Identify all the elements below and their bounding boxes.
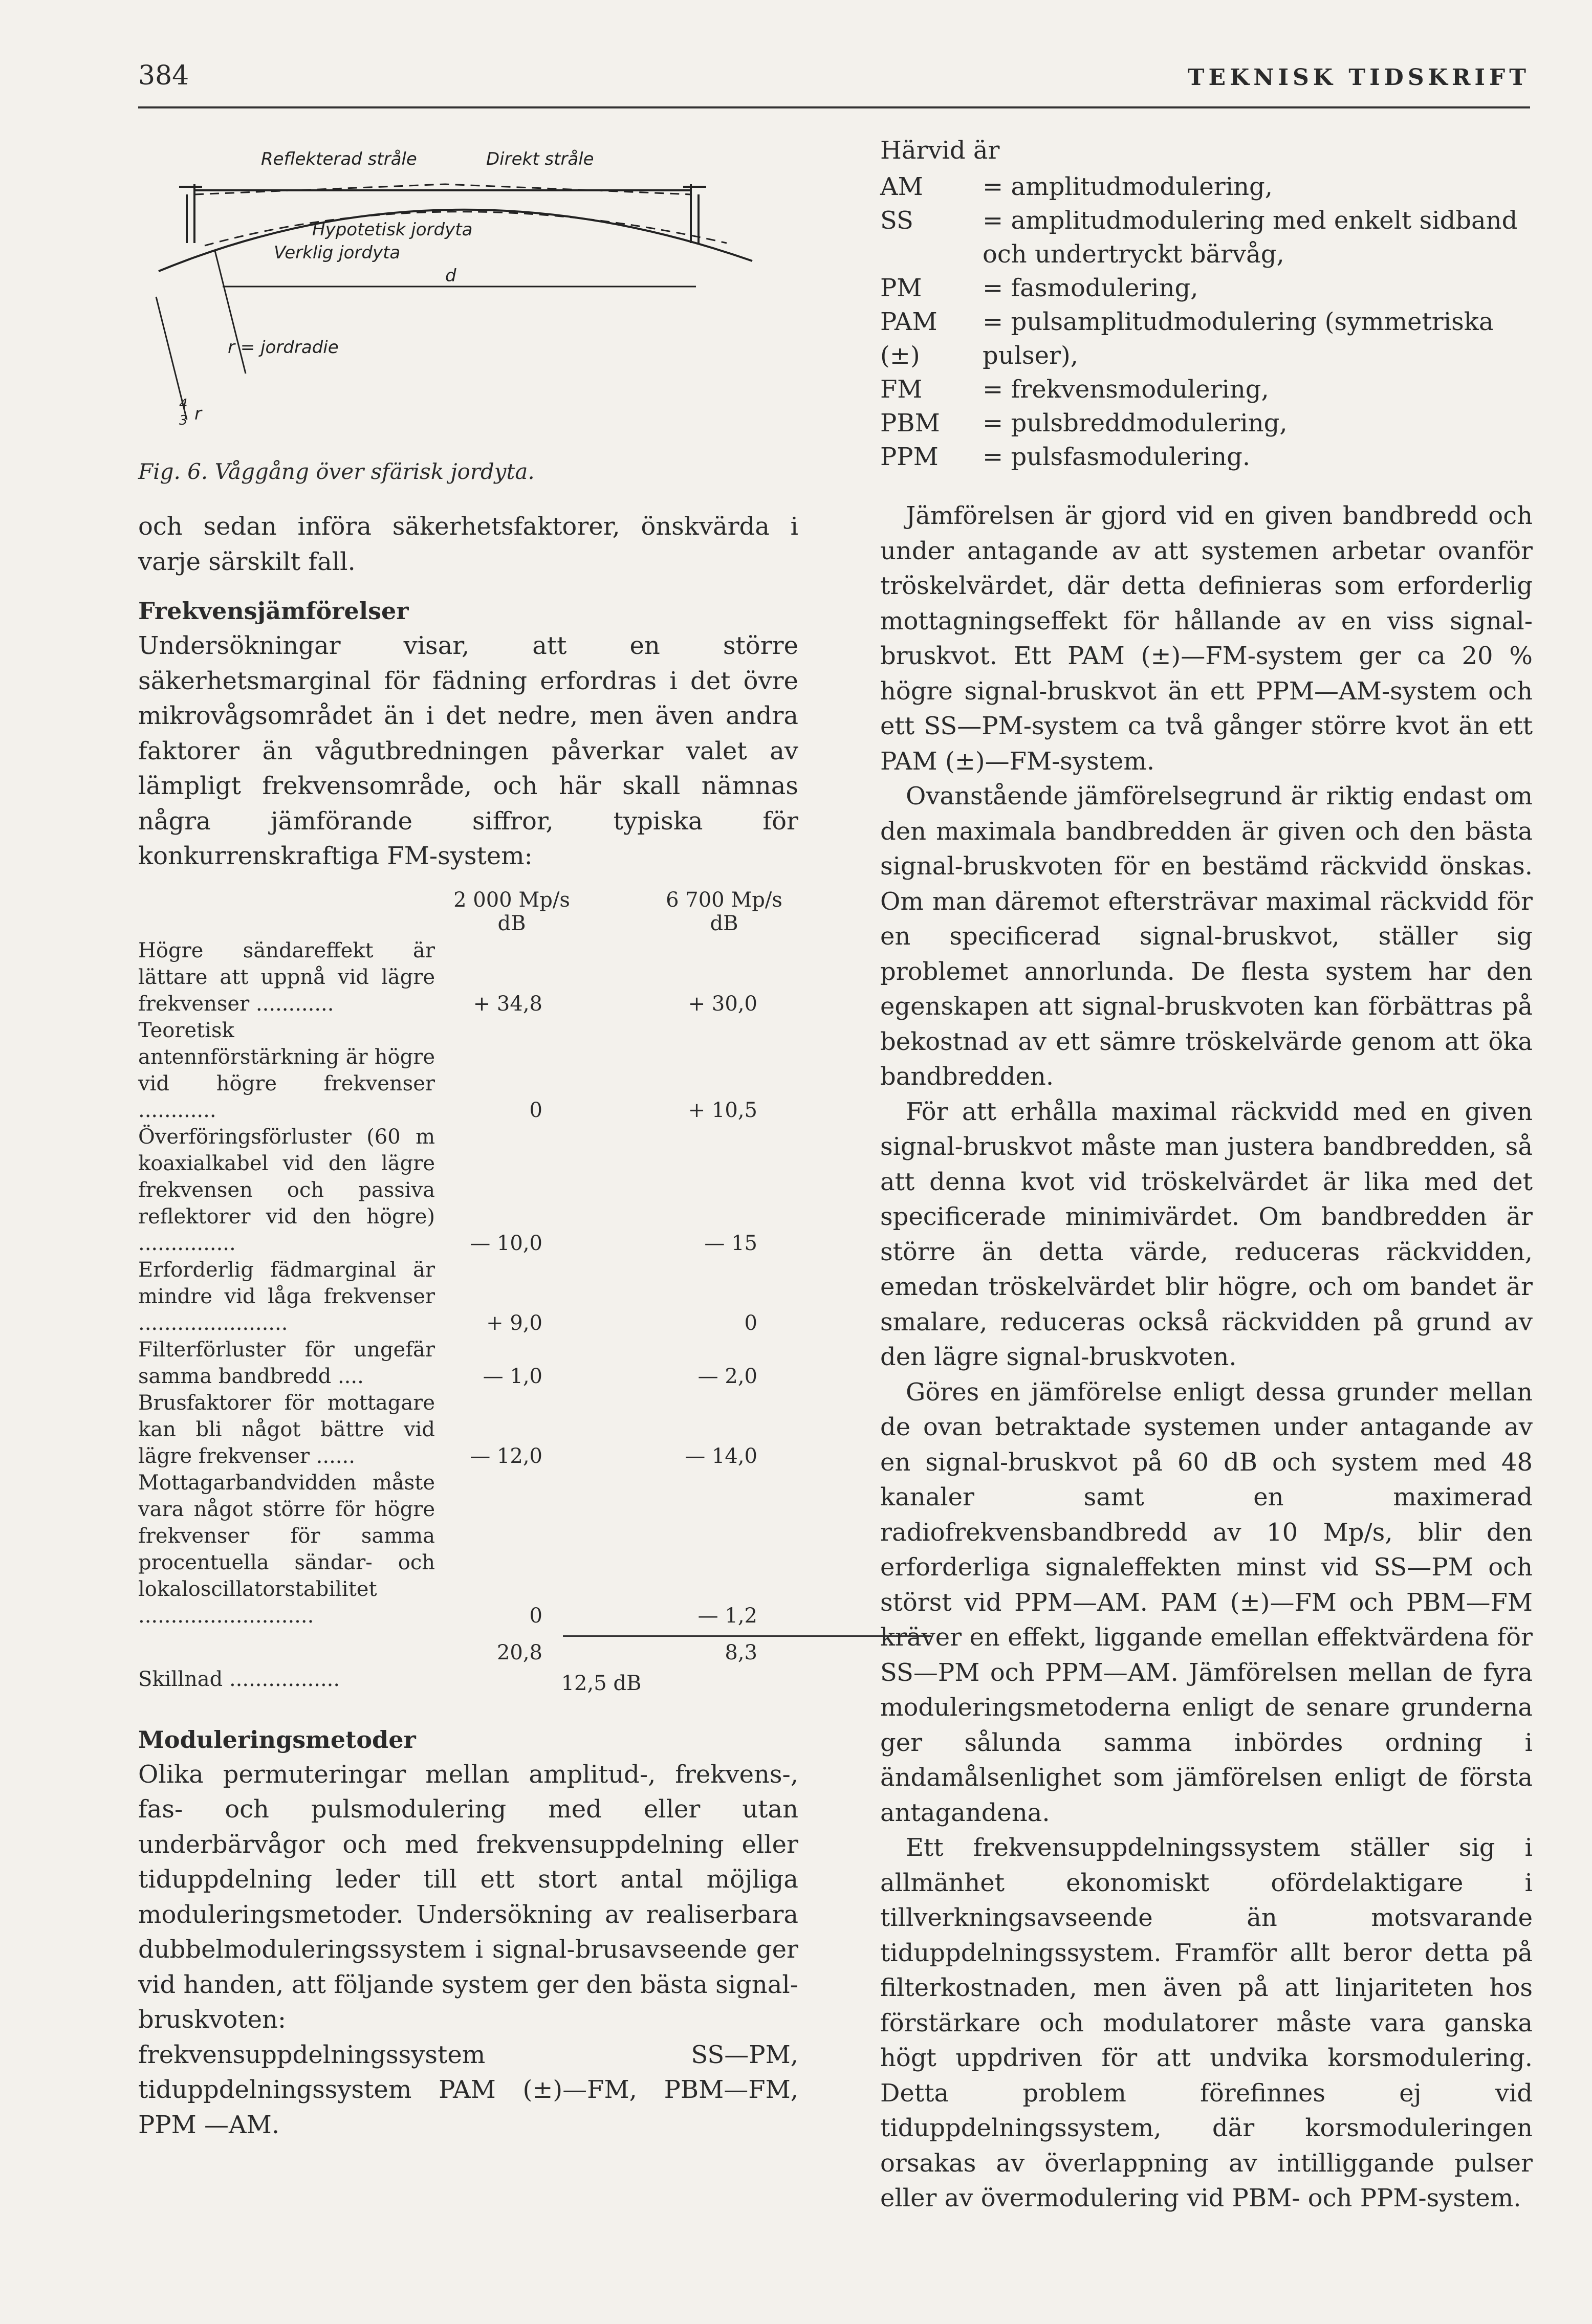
heading-moduleringsmetoder: Moduleringsmetoder	[138, 1725, 416, 1753]
table-row: Teoretisk antennförstärkning är högre vid högre frekvenser ............ 0 + 10,5	[138, 1018, 757, 1122]
intro-paragraph: och sedan införa säkerhetsfaktorer, önskvärda i varje särskilt fall.	[138, 512, 798, 576]
left-column	[138, 133, 798, 2142]
label-distance: d	[445, 266, 456, 286]
table-row: Högre sändareffekt är lättare att uppnå vid lägre frekvenser ............ + 34,8 + 30,0	[138, 938, 757, 1016]
def-text: = amplitudmodulering med enkelt sidband och undertryckt bärvåg,	[983, 206, 1518, 269]
paragraph-system-list: frekvensuppdelningssystem SS—PM, tiduppdelningssystem PAM (±)—FM, PBM—FM, PPM —AM.	[138, 2040, 798, 2139]
right-column	[880, 133, 1533, 2216]
definitions-list	[880, 170, 1533, 474]
def-abbr: PPM	[880, 443, 939, 471]
scale-r: r	[194, 404, 202, 424]
def-text: = fasmodulering,	[983, 274, 1198, 302]
label-hypothetical: Hypotetisk jordyta	[312, 220, 473, 240]
wave-propagation-diagram	[138, 133, 798, 450]
definitions-intro: Härvid är	[880, 136, 1000, 165]
def-abbr: AM	[880, 172, 923, 201]
table-row: Filterförluster för ungefär samma bandbredd .... — 1,0 — 2,0	[138, 1338, 757, 1388]
page-number: 384	[138, 60, 189, 91]
table-row: Brusfaktorer för mottagare kan bli något bättre vid lägre frekvenser ...... — 12,0 — 14,0	[138, 1391, 757, 1468]
table-row: Överföringsförluster (60 m koaxialkabel vid den lägre frekvensen och passiva reflektorer vid den högre) ............... — 10,0 — 15	[138, 1125, 757, 1255]
paragraph-modulering: Olika permuteringar mellan amplitud-, frekvens-, fas- och pulsmodulering med eller utan underbärvågor och med frekvensuppdelning eller tiduppdelning leder till ett stort antal möjliga moduleringsmetoder. Undersökning av realiserbara dubbelmoduleringssystem i signal-brusavseende ger vid handen, att följande system ger den bästa signal-bruskvoten:	[138, 1760, 798, 2034]
def-abbr: PM	[880, 274, 922, 302]
sum-2000: 20,8	[496, 1640, 542, 1664]
column-header-6700: 6 700 Mp/s dB	[666, 888, 782, 935]
page-header	[138, 60, 1530, 108]
scale-denominator: 3	[179, 413, 188, 428]
figure-6	[138, 133, 798, 509]
label-real: Verklig jordyta	[274, 243, 401, 263]
def-abbr: PAM (±)	[880, 308, 937, 370]
table-header	[138, 888, 798, 937]
paragraph: Göres en jämförelse enligt dessa grunder mellan de ovan betraktade systemen under antagande av en signal-bruskvot på 60 dB och system med 48 kanaler samt en maximerad radiofrekvensbandbredd av 10 Mp/s, blir den erforderliga signaleffekten minst vid SS—PM och störst vid PPM—AM. PAM (±)—FM och PBM—FM kräver en effekt, liggande emellan effektvärdena för SS—PM och PPM—AM. Jämförelsen mellan de fyra moduleringsmetoderna enligt de senare grunderna ger sålunda samma inbördes ordning i ändamålsenlighet som jämförelsen enligt de första antagandena.	[880, 1377, 1533, 1827]
paragraph: Ovanstående jämförelsegrund är riktig endast om den maximala bandbredden är given och den bästa signal-bruskvoten för en bestämd räckvidd önskas. Om man däremot eftersträvar maximal räckvidd för en specificerad signal-bruskvot, ställer sig problemet annorlunda. De flesta system har den egenskapen att signal-bruskvoten kan förbättras på bekostnad av ett sämre tröskelvärde genom att öka bandbredden.	[880, 782, 1533, 1091]
table-row: Mottagarbandvidden måste vara något större för högre frekvenser för samma procentuella sändar- och lokaloscillatorstabilitet ........................... 0 — 1,2	[138, 1471, 757, 1628]
sum-6700: 8,3	[725, 1640, 757, 1664]
def-text: = frekvensmodulering,	[983, 375, 1269, 404]
def-abbr: FM	[880, 375, 923, 404]
table-diff-row	[138, 1666, 798, 1697]
def-text: = amplitudmodulering,	[983, 172, 1273, 201]
real-earth-curve	[159, 210, 752, 271]
def-text: = pulsbreddmodulering,	[983, 409, 1288, 437]
label-radius: r = jordradie	[228, 337, 339, 358]
table-sum-row	[138, 1635, 798, 1666]
scale-numerator: 4	[179, 397, 188, 412]
paragraph: Jämförelsen är gjord vid en given bandbredd och under antagande av att systemen arbetar ovanför tröskelvärdet, där detta definieras som erforderlig mottagningseffekt för hållande av en viss signal-bruskvot. Ett PAM (±)—FM-system ger ca 20 % högre signal-bruskvot än ett PPM—AM-system och ett SS—PM-system ca två gånger större kvot än ett PAM (±)—FM-system.	[880, 501, 1533, 776]
paragraph-frekvens: Undersökningar visar, att en större säkerhetsmarginal för fädning erfordras i det övre mikrovågsområdet än i det nedre, men även andra faktorer än vågutbredningen påverkar valet av lämpligt frekvensområde, och här skall nämnas några jämförande siffror, typiska för konkurrenskraftiga FM-system:	[138, 631, 798, 870]
heading-frekvensjamforelser: Frekvensjämförelser	[138, 597, 409, 625]
column-header-2000: 2 000 Mp/s dB	[453, 888, 570, 935]
sum-rule	[563, 1635, 931, 1637]
paragraph: För att erhålla maximal räckvidd med en given signal-bruskvot måste man justera bandbredden, så att denna kvot vid tröskelvärdet är lika med det specificerade minimivärdet. Om bandbredden är större än detta värde, reduceras räckvidden, emedan tröskelvärdet blir högre, och om bandet är smalare, reduceras också räckvidden på grund av den lägre signal-bruskvoten.	[880, 1097, 1533, 1371]
figure-caption: Fig. 6. Våggång över sfärisk jordyta.	[138, 459, 535, 484]
diff-value: 12,5 dB	[561, 1671, 642, 1695]
paragraph: Ett frekvensuppdelningssystem ställer sig i allmänhet ekonomiskt ofördelaktigare i tillverkningsavseende än motsvarande tiduppdelningssystem. Framför allt beror detta på filterkostnaden, men även på att linjariteten hos förstärkare och modulatorer måste vara ganska högt uppdriven för att undvika korsmodulering. Detta problem förefinnes ej vid tiduppdelningssystem, där korsmoduleringen orsakas av överlappning av intilliggande pulser eller av övermodulering vid PBM- och PPM-system.	[880, 1833, 1533, 2212]
table-row: Erforderlig fädmarginal är mindre vid låga frekvenser ....................... + 9,0 0	[138, 1258, 757, 1335]
comparison-table	[138, 888, 798, 1697]
label-direct: Direkt stråle	[486, 149, 594, 169]
def-text: = pulsfasmodulering.	[983, 443, 1251, 471]
def-abbr: PBM	[880, 409, 940, 437]
def-abbr: SS	[880, 206, 913, 235]
journal-title: TEKNISK TIDSKRIFT	[1187, 64, 1530, 91]
label-reflected: Reflekterad stråle	[261, 149, 417, 169]
diff-label: Skillnad .................	[138, 1667, 340, 1691]
def-text: = pulsamplitudmodulering (symmetriska pulser),	[983, 308, 1494, 370]
